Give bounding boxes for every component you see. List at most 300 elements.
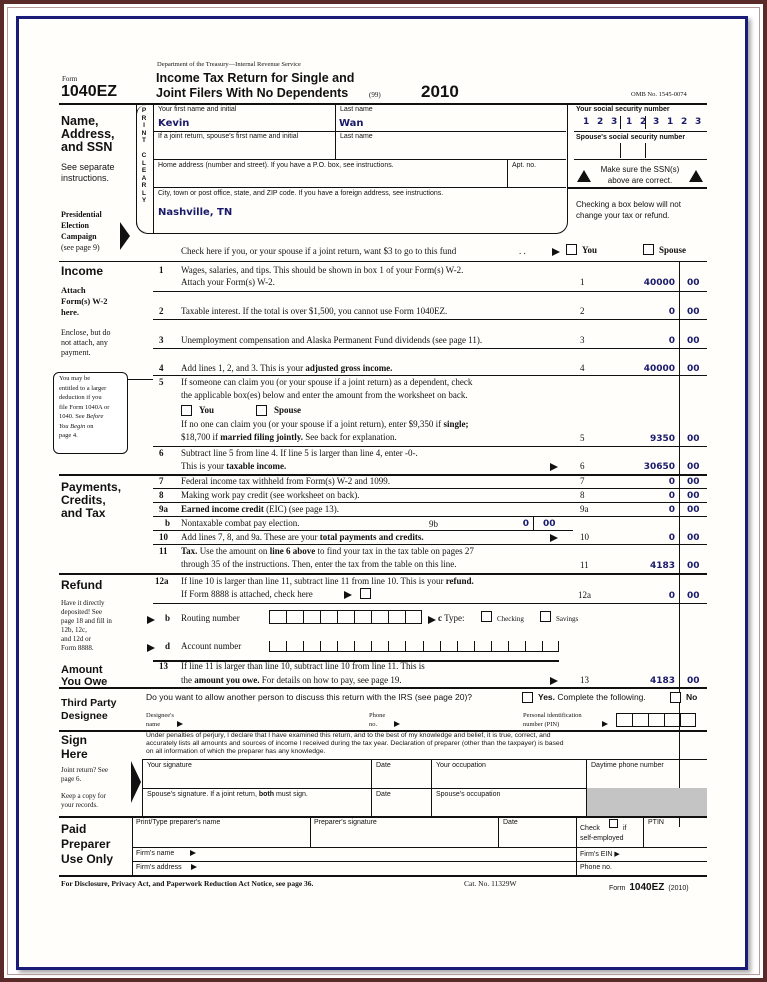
line13-cents[interactable]: 00 (687, 676, 700, 686)
joint-return-note: Joint return? See page 6. (61, 766, 109, 783)
spouse-occupation-field[interactable] (435, 800, 583, 814)
line13-dollars[interactable]: 4183 (649, 676, 675, 686)
shaded-cell (587, 788, 707, 816)
payments-heading: Payments, Credits, and Tax (61, 480, 122, 520)
line-number: 3 (159, 335, 164, 345)
line-number: b (165, 613, 171, 623)
print-clearly-divider (153, 103, 154, 233)
pin-digit-divider (648, 714, 649, 726)
account-digit-divider (508, 641, 509, 651)
cents-divider (533, 516, 534, 530)
preparer-date-field[interactable] (502, 829, 572, 843)
preparer-name-label: Print/Type preparer's name (136, 819, 221, 826)
date-field[interactable] (375, 772, 427, 786)
callout-line: 1040. See Before (59, 413, 104, 420)
checking-label: Checking (497, 615, 524, 623)
designee-question: Do you want to allow another person to discuss this return with the IRS (see page 20)? (146, 692, 473, 702)
see-instructions: See separate instructions. (61, 162, 115, 183)
form-title-line2: Joint Filers With No Dependents (156, 86, 349, 100)
box-number: 1 (580, 277, 585, 287)
city-label: City, town or post office, state, and ZIP code. If you have a foreign address, see instructions. (158, 190, 444, 197)
row-rule (153, 446, 707, 447)
row-rule (153, 544, 707, 545)
up-triangle-icon (689, 170, 703, 182)
spouse-signature-field[interactable] (147, 800, 367, 814)
apt-divider (507, 159, 508, 187)
account-digit-divider (558, 641, 559, 651)
self-employed-checkbox[interactable] (609, 819, 618, 828)
line-number: 8 (159, 490, 164, 500)
daytime-phone-label: Daytime phone number (591, 762, 664, 769)
savings-label: Savings (556, 615, 579, 623)
routing-digit-divider (354, 611, 355, 623)
callout-line: You Begin on (59, 422, 94, 430)
routing-digit-divider (405, 611, 406, 623)
callout-line: deduction if you (59, 394, 102, 401)
line11-cents[interactable]: 00 (687, 561, 700, 571)
campaign-heading: Presidential Election Campaign (see page 9) (61, 210, 102, 252)
tax-year: 2010 (421, 82, 459, 101)
line12a-dollars[interactable]: 0 (668, 591, 675, 601)
row-rule (142, 759, 707, 760)
line1-dollars[interactable]: 40000 (643, 278, 675, 288)
callout-connector (128, 379, 153, 380)
deduction-callout (53, 372, 128, 454)
line-text: If Form 8888 is attached, check here (181, 589, 313, 599)
your-occupation-label: Your occupation (436, 762, 486, 769)
routing-digit-divider (286, 611, 287, 623)
row-rule (153, 291, 707, 292)
ssn-top-rule (574, 103, 707, 105)
your-signature-field[interactable] (147, 772, 367, 786)
spouse-ssn-field[interactable] (579, 143, 705, 157)
designee-heading: Third Party Designee (61, 697, 117, 722)
line3-cents[interactable]: 00 (687, 336, 700, 346)
designee-yes-checkbox[interactable] (522, 692, 533, 703)
line10-dollars[interactable]: 0 (668, 533, 675, 543)
form-8888-checkbox[interactable] (360, 588, 371, 599)
callout-line: You may be (59, 375, 91, 382)
pin-digit-divider (632, 714, 633, 726)
line10-cents[interactable]: 00 (687, 533, 700, 543)
account-digit-divider (354, 641, 355, 651)
line-text: If line 10 is larger than line 11, subtract line 11 from line 10. This is your refund. (181, 576, 474, 586)
last-name-field[interactable]: Wan (339, 118, 364, 129)
routing-number-input[interactable] (269, 610, 422, 624)
account-digit-divider (405, 641, 406, 651)
preparer-signature-label: Preparer's signature (314, 819, 377, 826)
account-digit-divider (269, 641, 270, 651)
line-text: Unemployment compensation and Alaska Permanent Fund dividends (see page 11). (181, 335, 483, 345)
home-address-field[interactable] (158, 172, 503, 186)
check-label: Check (580, 825, 600, 832)
col-rule (498, 816, 499, 847)
pin-digit-divider (680, 714, 681, 726)
line-number: d (165, 641, 171, 651)
line-text: If line 11 is larger than line 10, subtract line 10 from line 11. This is (181, 661, 425, 671)
line-text: through 35 of the instructions. Then, enter the tax from the table on this line. (181, 559, 457, 569)
arrow-right-icon (550, 677, 558, 685)
routing-digit-divider (337, 611, 338, 623)
refund-note-line: page 18 and fill in (61, 617, 112, 625)
refund-note-line: Have it directly (61, 599, 105, 607)
ssn-note: Make sure the SSN(s) above are correct. (600, 165, 680, 185)
arrow-right-icon (550, 534, 558, 542)
department-label: Department of the Treasury—Internal Revenue Service (157, 61, 301, 68)
firm-name-field[interactable] (201, 848, 571, 860)
account-type-label: c Type: (438, 613, 465, 623)
line9b-dollars[interactable]: 0 (522, 519, 529, 529)
campaign-arrow-icon (120, 222, 130, 250)
designee-yes-label: Yes. Complete the following. (538, 692, 646, 702)
row-rule (153, 488, 707, 489)
callout-line: page 4. (59, 432, 78, 439)
line5-you-checkbox[interactable] (181, 405, 192, 416)
amount-owe-heading: Amount You Owe (61, 664, 108, 688)
line4-cents[interactable]: 00 (687, 364, 700, 374)
account-digit-divider (303, 641, 304, 651)
arrow-right-icon (177, 721, 183, 727)
line-text: Subtract line 5 from line 4. If line 5 is larger than line 4, enter -0-. (181, 448, 418, 458)
preparer-heading: Paid Preparer Use Only (61, 822, 114, 866)
omb-number: OMB No. 1545-0074 (631, 91, 687, 98)
print-clearly-letter: R (141, 114, 147, 122)
ssn-digit: 2 (597, 117, 604, 127)
line-text: Making work pay credit (see worksheet on back). (181, 490, 360, 500)
line4-dollars[interactable]: 40000 (643, 364, 675, 374)
arrow-right-icon (147, 616, 155, 624)
box-number: 2 (580, 306, 585, 316)
line11-dollars[interactable]: 4183 (649, 561, 675, 571)
line-number: 6 (159, 448, 164, 458)
col-rule (576, 816, 577, 876)
designee-pin-label: Personal identification number (PIN) (523, 712, 582, 728)
line-text: Taxable interest. If the total is over $1,500, you cannot use Form 1040EZ. (181, 306, 448, 316)
up-triangle-icon (577, 170, 591, 182)
preparer-phone-label: Phone no. (580, 864, 612, 871)
arrow-right-icon (428, 616, 436, 624)
routing-digit-divider (371, 611, 372, 623)
line-number: 9a (159, 504, 168, 514)
print-clearly-letter: I (143, 122, 145, 129)
refund-heading: Refund (61, 578, 103, 592)
line2-dollars[interactable]: 0 (668, 307, 675, 317)
account-number-input[interactable] (269, 638, 559, 652)
firm-address-field[interactable] (201, 862, 571, 874)
footer-notice: For Disclosure, Privacy Act, and Paperwork Reduction Act Notice, see page 36. (61, 879, 314, 888)
last-name-label: Last name (340, 106, 373, 113)
daytime-phone-field[interactable] (590, 772, 705, 786)
enclose-note: Enclose, but do not attach, any payment. (61, 328, 111, 357)
account-digit-divider (491, 641, 492, 651)
ssn-digit: 3 (695, 117, 702, 127)
print-clearly-letter: L (142, 189, 146, 197)
campaign-spouse-label: Spouse (659, 245, 687, 255)
row-rule (153, 348, 707, 349)
row-rule (153, 603, 707, 604)
firm-ein-field[interactable] (631, 848, 705, 860)
section-rule (59, 816, 707, 818)
your-signature-label: Your signature (147, 762, 192, 769)
line-text: This is your taxable income. (181, 461, 287, 471)
spouse-date-field[interactable] (375, 800, 427, 814)
print-clearly-letter: T (142, 137, 146, 144)
print-clearly-letter: C (141, 152, 147, 159)
line6-cents[interactable]: 00 (687, 462, 700, 472)
print-clearly-letter (140, 145, 148, 153)
box-number: 9a (580, 504, 589, 514)
line-number: 5 (159, 377, 164, 387)
line3-dollars[interactable]: 0 (668, 336, 675, 346)
designee-phone-field[interactable] (404, 715, 514, 727)
line-text: If someone can claim you (or your spouse if a joint return) as a dependent, check (181, 377, 473, 387)
box-number: 7 (580, 476, 585, 486)
catalog-number: Cat. No. 11329W (464, 879, 517, 888)
line7-dollars[interactable]: 0 (668, 477, 675, 487)
spouse-date-label: Date (376, 791, 391, 798)
col-rule (310, 816, 311, 847)
section-rule (59, 261, 707, 262)
arrow-right-icon (147, 644, 155, 652)
first-name-label: Your first name and initial (158, 106, 237, 113)
row-rule (153, 502, 707, 503)
callout-line: file Form 1040A or (59, 403, 110, 411)
line-number: 4 (159, 363, 164, 373)
spouse-last-name-field[interactable] (339, 143, 559, 157)
preparer-date-label: Date (503, 819, 518, 826)
refund-side-note (61, 599, 112, 653)
ssn-digit: 2 (681, 117, 688, 127)
spouse-first-name-field[interactable] (158, 143, 328, 157)
ssn-field[interactable] (579, 117, 705, 129)
box-number: 12a (578, 590, 591, 600)
print-clearly-letter: E (141, 167, 147, 174)
box-number: 6 (580, 461, 585, 471)
print-clearly-letter: R (141, 182, 147, 189)
box-number: 8 (580, 490, 585, 500)
designee-no-checkbox[interactable] (670, 692, 681, 703)
line9a-cents[interactable]: 00 (687, 505, 700, 515)
col-rule (132, 816, 133, 876)
account-digit-divider (457, 641, 458, 651)
print-clearly-letter: N (141, 129, 147, 137)
arrow-right-icon (344, 591, 352, 599)
checking-note: Checking a box below will not change your tax or refund. (576, 200, 681, 220)
name-section-heading: Name, Address, and SSN (61, 114, 115, 154)
arrow-right-icon (550, 463, 558, 471)
designee-no-label: No (686, 692, 698, 702)
ssn-digit: 1 (583, 117, 590, 127)
pin-digit-divider (664, 714, 665, 726)
keep-copy-note: Keep a copy for your records. (61, 792, 106, 809)
line5-dollars[interactable]: 9350 (649, 434, 675, 444)
form-label: Form (62, 75, 78, 83)
line-number: 10 (159, 532, 168, 542)
first-name-field[interactable]: Kevin (158, 118, 190, 129)
line-text: Add lines 1, 2, and 3. This is your adjusted gross income. (181, 363, 393, 373)
perjury-declaration: Under penalties of perjury, I declare that I have examined this return, and to the best of my knowledge and belief, it is true, correct, and accurately lists all amounts and sources of income I received during the tax year. Declaration of preparer (other than the taxpayer) is based on all information of which the preparer has any knowledge. (146, 732, 564, 755)
line-text: $18,700 if married filing jointly. See back for explanation. (181, 432, 397, 442)
refund-note-line: deposited! See (61, 608, 103, 616)
ssn-bottom-rule (567, 187, 707, 189)
account-digit-divider (440, 641, 441, 651)
line12a-cents[interactable]: 00 (687, 591, 700, 601)
form-code: (99) (369, 91, 381, 99)
line-number: 13 (159, 661, 168, 671)
line-text: Nontaxable combat pay election. (181, 518, 300, 528)
refund-note-line: and 12d or (61, 635, 91, 643)
designee-phone-label: Phone no. (369, 712, 386, 728)
line9a-dollars[interactable]: 0 (668, 505, 675, 515)
preparer-phone-field[interactable] (619, 862, 705, 874)
preparer-signature-field[interactable] (314, 829, 494, 843)
income-heading: Income (61, 264, 104, 278)
box-number: 3 (580, 335, 585, 345)
ssn-label: Your social security number (576, 106, 670, 113)
firm-address-label: Firm's address (136, 864, 182, 871)
box-number: 10 (580, 532, 589, 542)
account-digit-divider (542, 641, 543, 651)
row-rule (153, 159, 566, 160)
line-number: b (165, 518, 171, 528)
routing-label: Routing number (181, 613, 240, 623)
print-clearly-label (140, 107, 148, 205)
line-number: 7 (159, 476, 164, 486)
routing-digit-divider (303, 611, 304, 623)
if-label: if (623, 825, 627, 832)
line-text: Attach your Form(s) W-2. (181, 277, 275, 287)
print-clearly-letter: A (141, 174, 147, 182)
line2-cents[interactable]: 00 (687, 307, 700, 317)
ptin-field[interactable] (647, 829, 705, 843)
line-text: If no one can claim you (or your spouse if a joint return), enter $9,350 if single; (181, 419, 469, 429)
ssn-rule (574, 131, 707, 132)
campaign-you-checkbox[interactable] (566, 244, 577, 255)
designee-pin-input[interactable] (616, 713, 696, 727)
savings-checkbox[interactable] (540, 611, 551, 622)
spouse-last-name-label: Last name (340, 133, 373, 140)
ssn-digit: 1 (626, 117, 633, 127)
line-number: 2 (159, 306, 164, 316)
campaign-dots: . . (519, 246, 526, 256)
apt-label: Apt. no. (512, 162, 537, 169)
line5-spouse-label: Spouse (274, 405, 302, 415)
sign-arrow-icon (131, 761, 141, 803)
line-text: Tax. Use the amount on line 6 above to find your tax in the tax table on pages 27 (181, 546, 474, 556)
ssn-group-divider (620, 116, 621, 129)
ssn-group-divider (645, 116, 646, 129)
arrow-right-icon (190, 850, 196, 856)
refund-note-line: Form 8888. (61, 644, 94, 652)
ptin-label: PTIN (648, 819, 664, 826)
ssn-digit: 1 (667, 117, 674, 127)
arrow-right-icon (602, 721, 608, 727)
apt-field[interactable] (511, 172, 561, 186)
row-rule (153, 131, 566, 132)
spouse-signature-label: Spouse's signature. If a joint return, both must sign. (147, 791, 308, 798)
line9b-cents[interactable]: 00 (543, 519, 556, 529)
line5-spouse-checkbox[interactable] (256, 405, 267, 416)
campaign-you-label: You (582, 245, 598, 255)
line-number: 1 (159, 265, 164, 275)
form-number: 1040EZ (61, 83, 118, 100)
box-number: 5 (580, 433, 585, 443)
line8-cents[interactable]: 00 (687, 491, 700, 501)
box-number: 4 (580, 363, 585, 373)
account-digit-divider (371, 641, 372, 651)
section-rule (59, 573, 707, 575)
account-digit-divider (388, 641, 389, 651)
row-rule (153, 375, 707, 376)
print-clearly-letter: Y (141, 197, 147, 204)
spouse-first-name-label: If a joint return, spouse's first name and initial (158, 133, 299, 140)
box-number: 13 (580, 675, 589, 685)
form-title-line1: Income Tax Return for Single and (156, 71, 355, 85)
account-digit-divider (525, 641, 526, 651)
row-rule (153, 319, 707, 320)
row-rule (153, 187, 566, 188)
checking-checkbox[interactable] (481, 611, 492, 622)
ssn-rule (574, 159, 707, 160)
spouse-ssn-label: Spouse's social security number (576, 134, 686, 141)
section-rule (59, 687, 707, 689)
row-rule (153, 516, 707, 517)
designee-name-field[interactable] (187, 715, 357, 727)
row-rule (142, 788, 587, 789)
arrow-right-icon (191, 864, 197, 870)
line-text: the amount you owe. For details on how to pay, see page 19. (181, 675, 402, 685)
callout-line: entitled to a larger (59, 384, 107, 392)
col-rule (643, 816, 644, 847)
firm-ein-label: Firm's EIN ▶ (580, 851, 620, 858)
self-employed-label: self-employed (580, 835, 624, 842)
attach-w2-note: Attach Form(s) W-2 here. (61, 285, 108, 317)
line-text: Add lines 7, 8, and 9a. These are your total payments and credits. (181, 532, 424, 542)
arrow-right-icon (552, 248, 560, 256)
line6-dollars[interactable]: 30650 (643, 462, 675, 472)
line-number: 11 (159, 546, 168, 556)
account-digit-divider (320, 641, 321, 651)
account-digit-divider (286, 641, 287, 651)
line-number: 12a (155, 576, 169, 586)
home-address-label: Home address (number and street). If you have a P.O. box, see instructions. (158, 162, 394, 169)
your-occupation-field[interactable] (435, 772, 583, 786)
arrow-right-icon (394, 721, 400, 727)
line-text: the applicable box(es) below and enter the amount from the worksheet on back. (181, 390, 468, 400)
refund-note-line: 12b, 12c, (61, 626, 87, 634)
line8-dollars[interactable]: 0 (668, 491, 675, 501)
line-text: Wages, salaries, and tips. This should be shown in box 1 of your Form(s) W-2. (181, 265, 464, 275)
firm-name-label: Firm's name (136, 850, 175, 857)
line7-cents[interactable]: 00 (687, 477, 700, 487)
box-number: 11 (580, 560, 589, 570)
print-clearly-letter: P (141, 107, 147, 114)
line5-cents[interactable]: 00 (687, 434, 700, 444)
routing-digit-divider (388, 611, 389, 623)
form-page (16, 16, 748, 970)
ssn-digit: 3 (653, 117, 660, 127)
preparer-name-field[interactable] (136, 829, 306, 843)
line-text: Earned income credit (EIC) (see page 13). (181, 504, 340, 514)
city-field[interactable]: Nashville, TN (158, 207, 233, 218)
line1-cents[interactable]: 00 (687, 278, 700, 288)
ssn-digit: 2 (640, 117, 647, 127)
print-clearly-letter: L (142, 159, 146, 167)
account-digit-divider (337, 641, 338, 651)
row-rule (153, 530, 573, 531)
line-text: Federal income tax withheld from Form(s) W-2 and 1099. (181, 476, 391, 486)
campaign-spouse-checkbox[interactable] (643, 244, 654, 255)
